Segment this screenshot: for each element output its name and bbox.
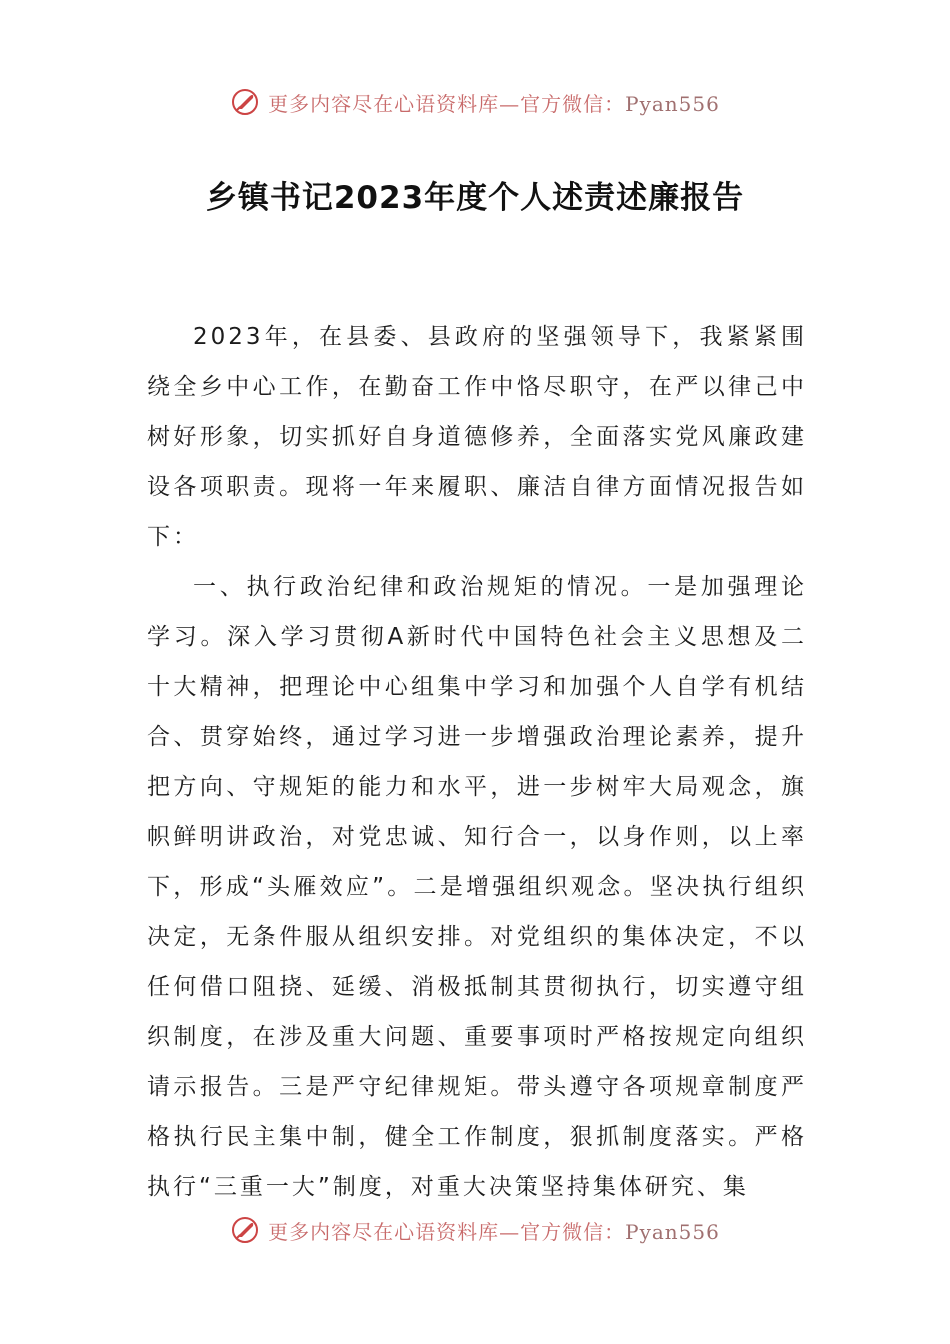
paragraph-section-one: 一、执行政治纪律和政治规矩的情况。一是加强理论学习。深入学习贯彻A新时代中国特色社会主义思想及二十大精神，把理论中心组集中学习和加强个人自学有机结合、贯穿始终，通过学习进一步增强政治理论素养，提升把方向、守规矩的能力和水平，进一步树牢大局观念，旗帜鲜明讲政治，对党忠诚、知行合一，以身作则，以上率下，形成“头雁效应”。二是增强组织观念。坚决执行组织决定，无条件服从组织安排。对党组织的集体决定，不以任何借口阻挠、延缓、消极抵制其贯彻执行，切实遵守组织制度，在涉及重大问题、重要事项时严格按规定向组织请示报告。三是严守纪律规矩。带头遵守各项规章制度严格执行民主集中制，健全工作制度，狠抓制度落实。严格执行“三重一大”制度，对重大决策坚持集体研究、集 — [147, 574, 807, 1200]
document-body — [147, 312, 807, 1212]
footer-watermark-text: 更多内容尽在心语资料库—官方微信：Pyan556 — [268, 1219, 720, 1244]
paragraph-intro: 2023年，在县委、县政府的坚强领导下，我紧紧围绕全乡中心工作，在勤奋工作中恪尽职守，在严以律己中树好形象，切实抓好自身道德修养，全面落实党风廉政建设各项职责。现将一年来履职、廉洁自律方面情况报告如下： — [147, 324, 807, 550]
document-title: 乡镇书记2023年度个人述责述廉报告 — [205, 180, 745, 216]
footer-wechat-id: Pyan556 — [625, 1219, 720, 1244]
header-watermark-banner — [0, 82, 950, 122]
footer-watermark-banner — [0, 1210, 950, 1250]
quill-logo-icon — [230, 87, 260, 117]
quill-logo-icon — [230, 1215, 260, 1245]
header-wechat-id: Pyan556 — [625, 91, 720, 116]
header-watermark-text: 更多内容尽在心语资料库—官方微信：Pyan556 — [268, 91, 720, 116]
